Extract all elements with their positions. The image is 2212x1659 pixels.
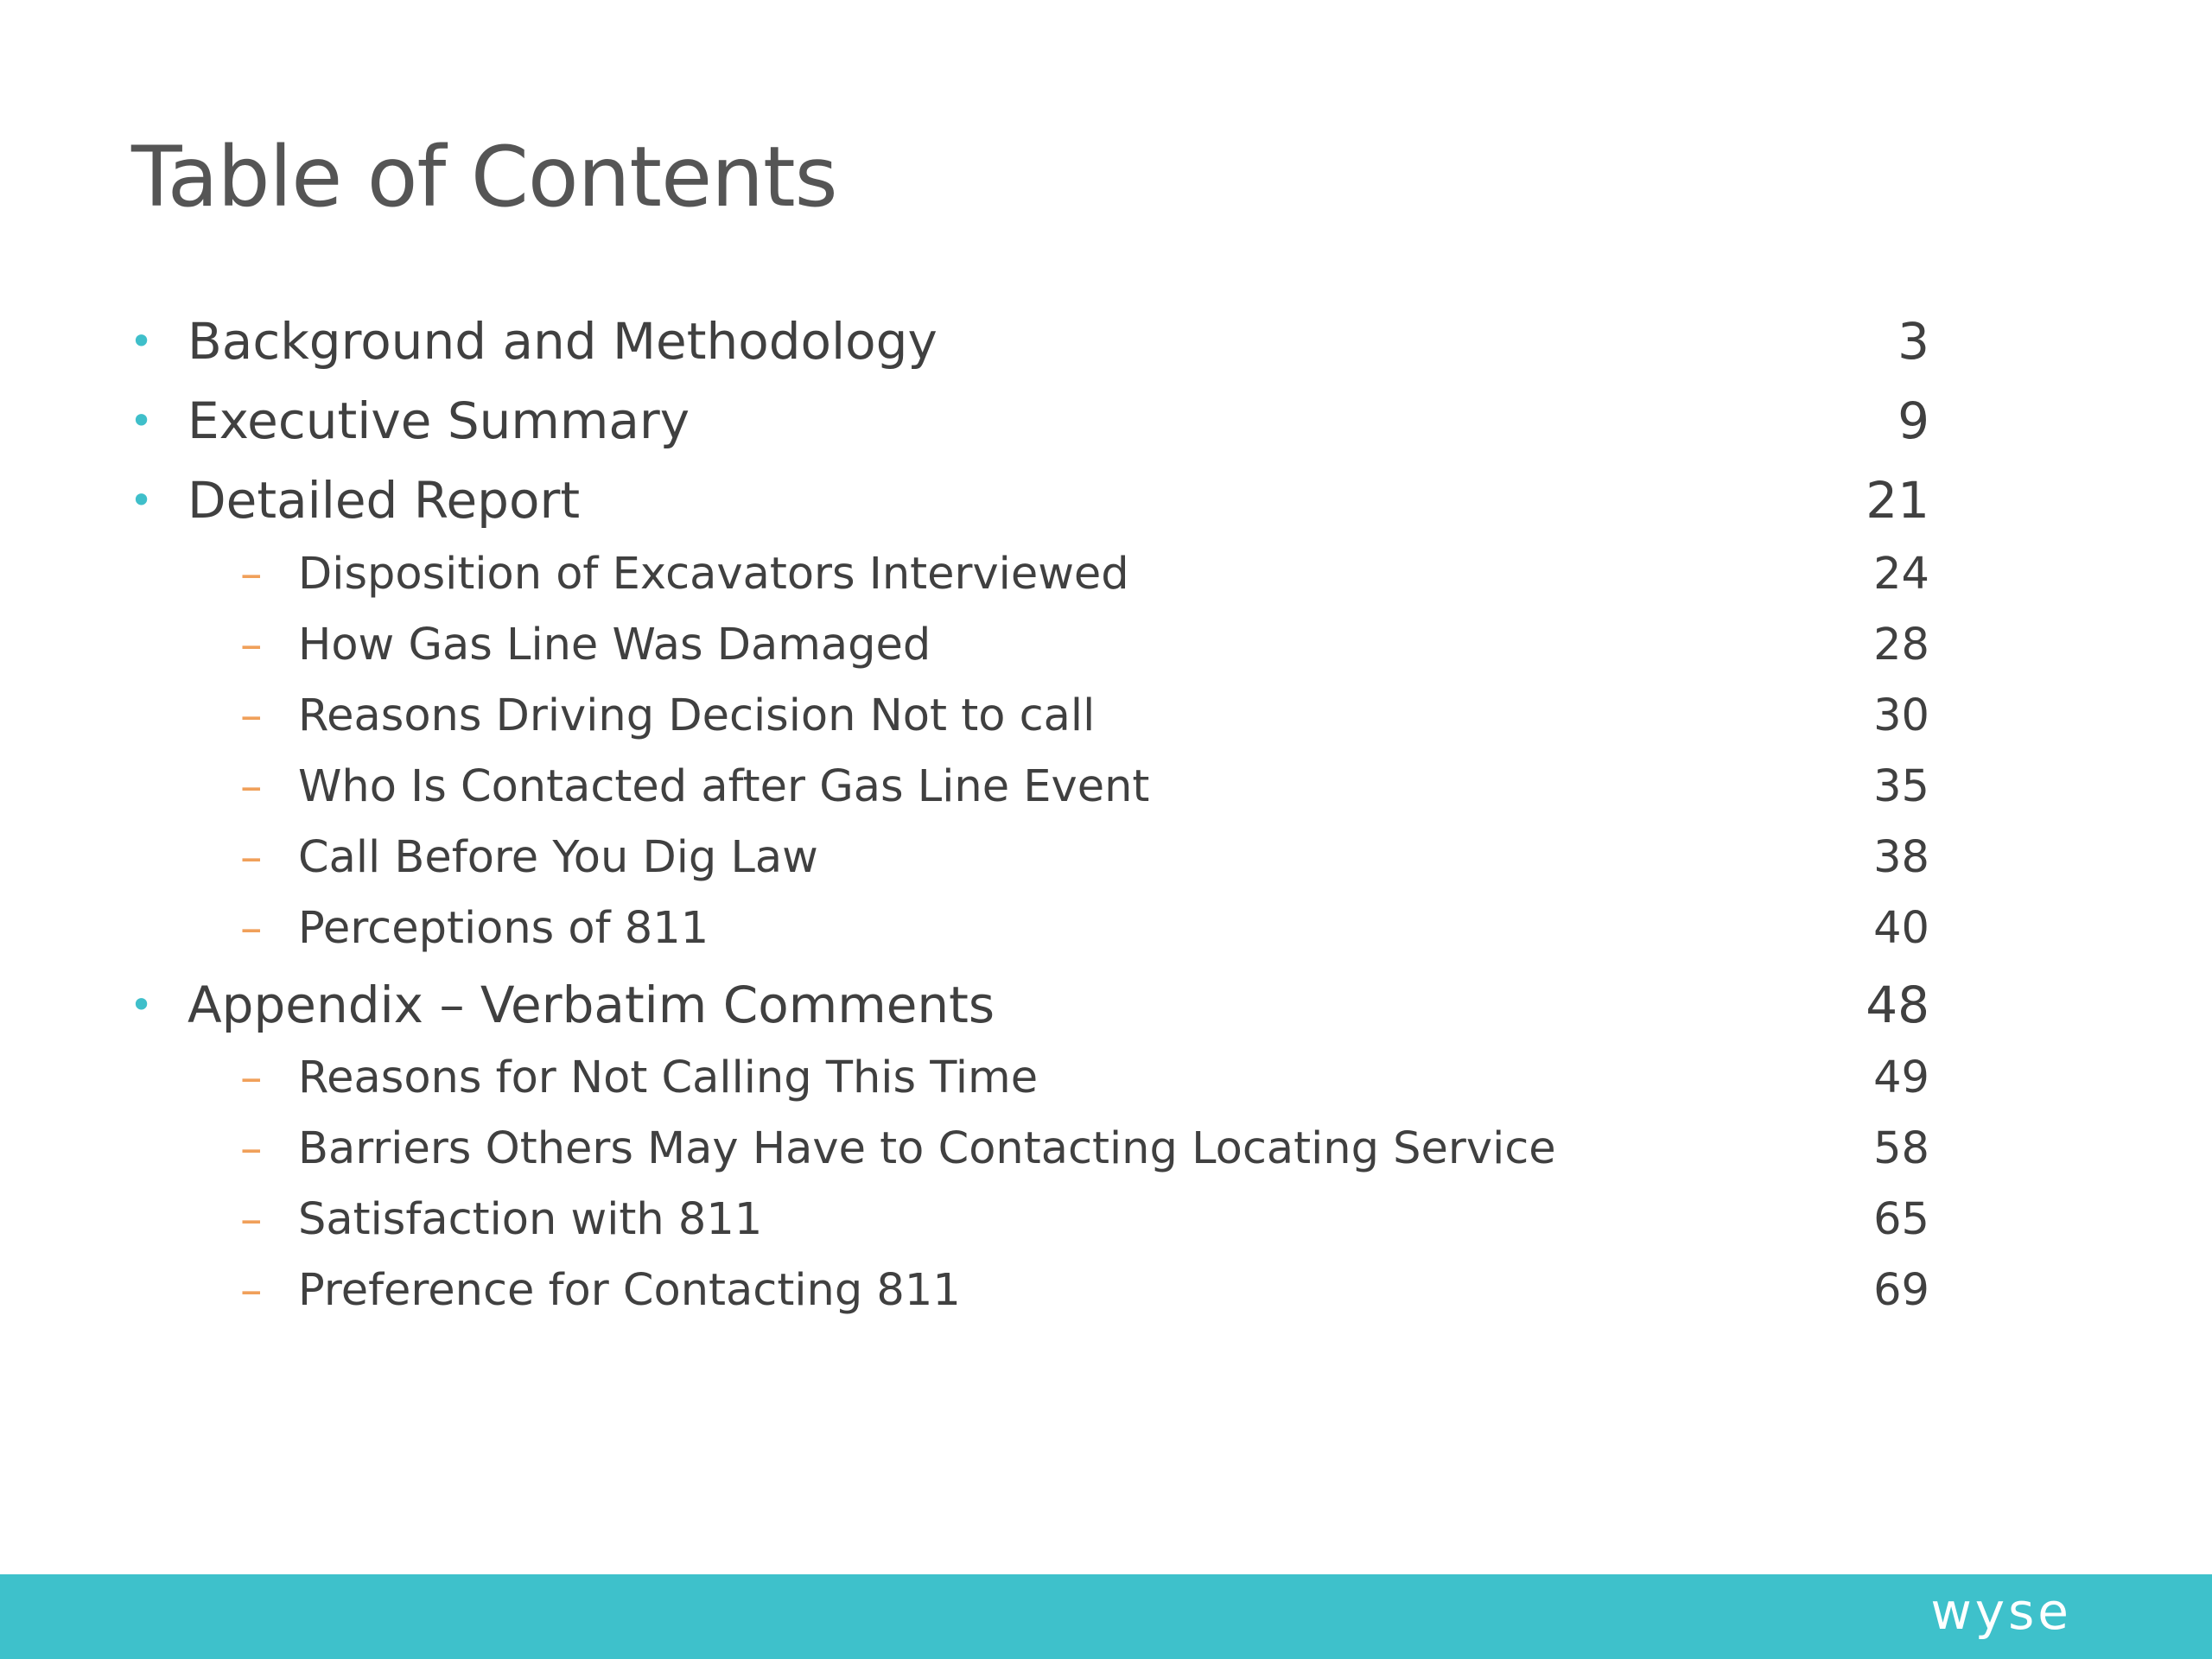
toc-entry-page: 3 — [1897, 312, 1929, 371]
toc-subentry-label: Preference for Contacting 811 — [298, 1265, 961, 1316]
toc-subentry-label: Reasons Driving Decision Not to call — [298, 690, 1096, 741]
dash-icon: – — [240, 1194, 263, 1245]
toc-subentry-page: 69 — [1873, 1265, 1929, 1316]
toc-subentry-page: 65 — [1873, 1194, 1929, 1245]
dash-icon: – — [240, 903, 263, 954]
bullet-icon: • — [130, 397, 154, 444]
page-title: Table of Contents — [131, 129, 837, 226]
toc-entry-page: 48 — [1866, 976, 1929, 1034]
dash-icon: – — [240, 1123, 263, 1174]
toc-subentry-page: 24 — [1873, 549, 1929, 600]
footer-bar — [0, 1574, 2212, 1659]
toc-subentry-label: Disposition of Excavators Interviewed — [298, 549, 1129, 600]
dash-icon: – — [240, 549, 263, 600]
dash-icon: – — [240, 761, 263, 812]
toc-subentry-label: Who Is Contacted after Gas Line Event — [298, 761, 1150, 812]
dash-icon: – — [240, 832, 263, 883]
toc-subentry-page: 49 — [1873, 1052, 1929, 1103]
toc-entry-label: Appendix – Verbatim Comments — [188, 976, 995, 1034]
bullet-icon: • — [130, 318, 154, 365]
dash-icon: – — [240, 1052, 263, 1103]
dash-icon: – — [240, 1265, 263, 1316]
toc-entry-page: 9 — [1897, 391, 1929, 450]
bullet-icon: • — [130, 982, 154, 1028]
toc-subentry-label: Call Before You Dig Law — [298, 832, 818, 883]
toc-subentry-label: Perceptions of 811 — [298, 903, 709, 954]
bullet-icon: • — [130, 477, 154, 524]
toc-subentry-label: Reasons for Not Calling This Time — [298, 1052, 1039, 1103]
dash-icon: – — [240, 690, 263, 741]
toc-subentry-label: Satisfaction with 811 — [298, 1194, 763, 1245]
dash-icon: – — [240, 620, 263, 671]
toc-subentry-page: 30 — [1873, 690, 1929, 741]
toc-subentry-page: 28 — [1873, 620, 1929, 671]
toc-entry-label: Background and Methodology — [188, 312, 938, 371]
toc-entry-label: Detailed Report — [188, 471, 581, 530]
toc-subentry-label: How Gas Line Was Damaged — [298, 620, 931, 671]
toc-subentry-page: 38 — [1873, 832, 1929, 883]
toc-entry-label: Executive Summary — [188, 391, 690, 450]
toc-subentry-page: 35 — [1873, 761, 1929, 812]
toc-subentry-label: Barriers Others May Have to Contacting Locating Service — [298, 1123, 1556, 1174]
toc-subentry-page: 40 — [1873, 903, 1929, 954]
toc-subentry-page: 58 — [1873, 1123, 1929, 1174]
wyse-logo: wyse — [1930, 1582, 2072, 1641]
toc-entry-page: 21 — [1866, 471, 1929, 530]
